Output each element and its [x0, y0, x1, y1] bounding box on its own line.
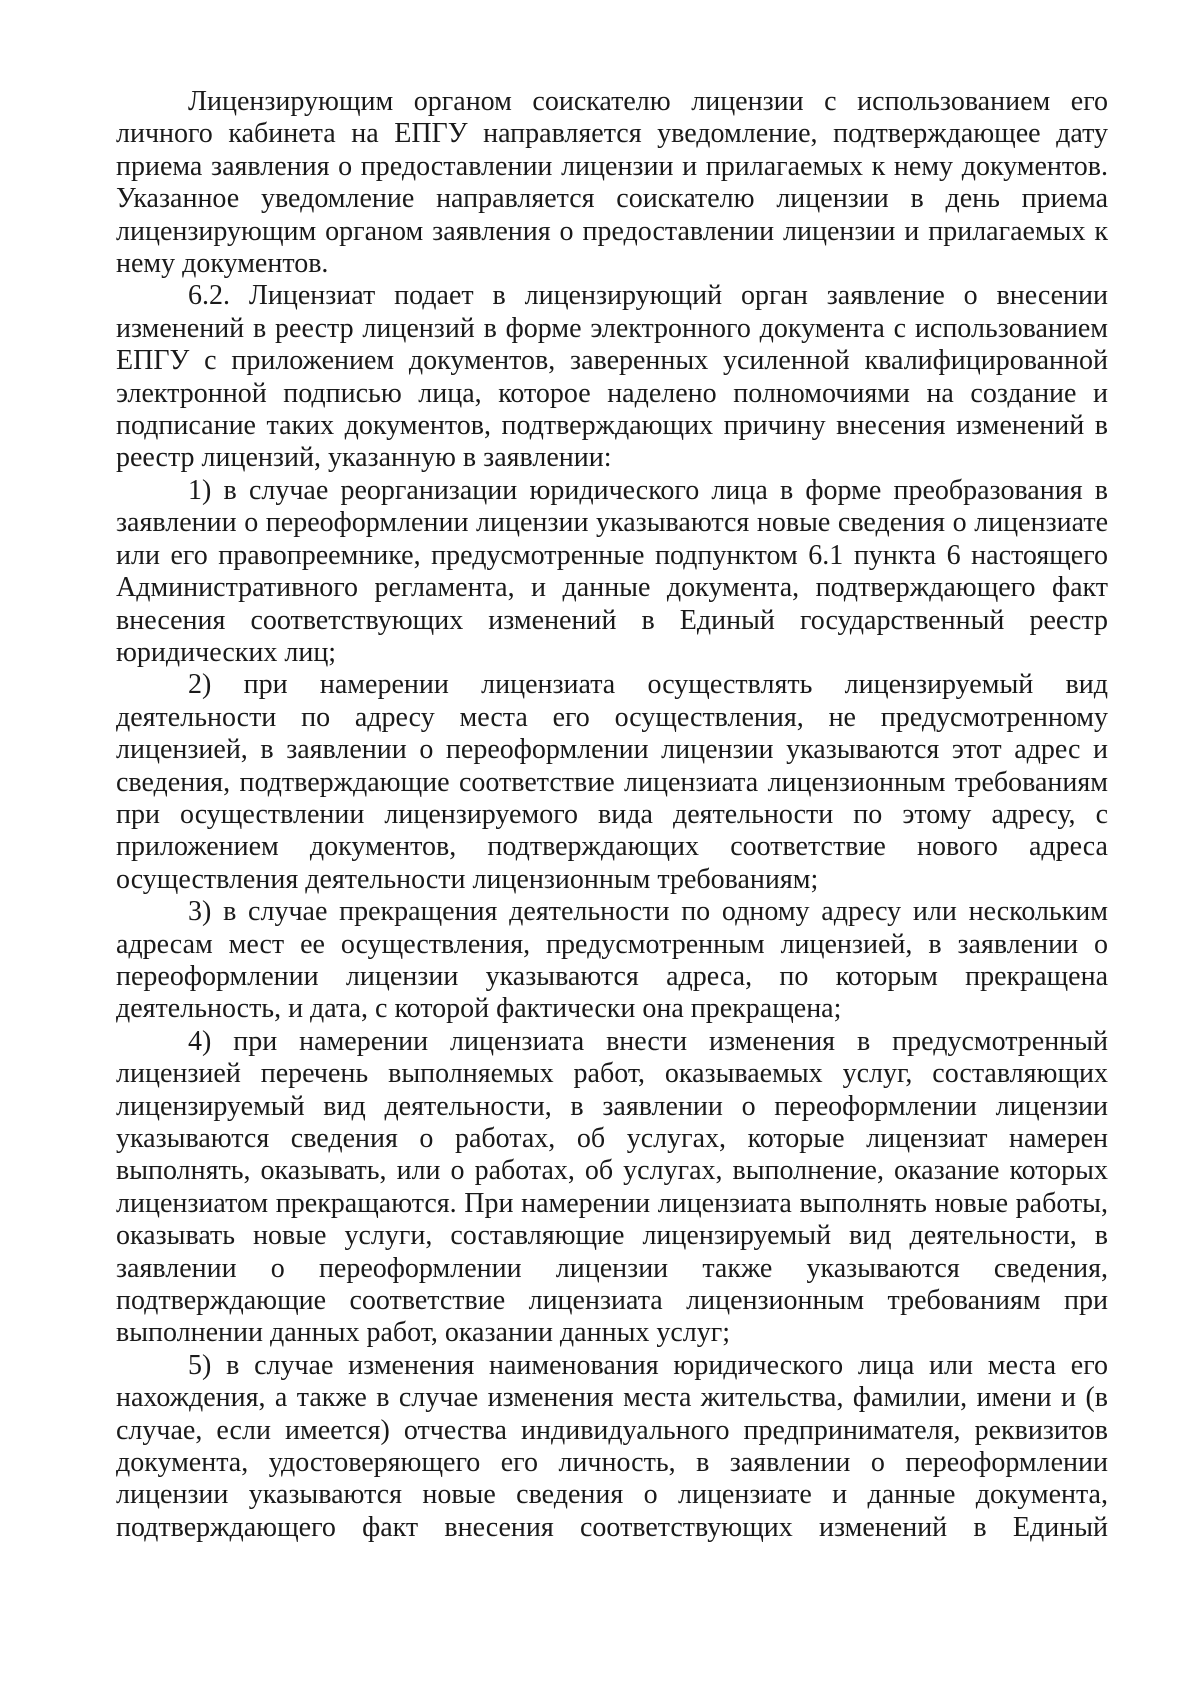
- paragraph-6-2: 6.2. Лицензиат подает в лицензирующий орган заявление о внесении изменений в реестр лицензий в форме электронного документа с использованием ЕПГУ с приложением документов, заверенных усиленной квалифицированной электронной подписью лица, которое наделено полномочиями на создание и подписание таких документов, подтверждающих причину внесения изменений в реестр лицензий, указанную в заявлении:: [116, 280, 1108, 474]
- paragraph-item-3: 3) в случае прекращения деятельности по одному адресу или нескольким адресам мест ее осуществления, предусмотренным лицензией, в заявлении о переоформлении лицензии указываются адреса, по которым прекращена деятельность, и дата, с которой фактически она прекращена;: [116, 896, 1108, 1025]
- paragraph-notification: Лицензирующим органом соискателю лицензии с использованием его личного кабинета на ЕПГУ направляется уведомление, подтверждающее дату приема заявления о предоставлении лицензии и прилагаемых к нему документов. Указанное уведомление направляется соискателю лицензии в день приема лицензирующим органом заявления о предоставлении лицензии и прилагаемых к нему документов.: [116, 86, 1108, 280]
- paragraph-item-4: 4) при намерении лицензиата внести изменения в предусмотренный лицензией перечень выполняемых работ, оказываемых услуг, составляющих лицензируемый вид деятельности, в заявлении о переоформлении лицензии указываются сведения о работах, об услугах, которые лицензиат намерен выполнять, оказывать, или о работах, об услугах, выполнение, оказание которых лицензиатом прекращаются. При намерении лицензиата выполнять новые работы, оказывать новые услуги, составляющие лицензируемый вид деятельности, в заявлении о переоформлении лицензии также указываются сведения, подтверждающие соответствие лицензиата лицензионным требованиям при выполнении данных работ, оказании данных услуг;: [116, 1025, 1108, 1349]
- paragraph-item-1: 1) в случае реорганизации юридического лица в форме преобразования в заявлении о переоформлении лицензии указываются новые сведения о лицензиате или его правопреемнике, предусмотренные подпунктом 6.1 пункта 6 настоящего Административного регламента, и данные документа, подтверждающего факт внесения соответствующих изменений в Единый государственный реестр юридических лиц;: [116, 474, 1108, 668]
- paragraph-item-2: 2) при намерении лицензиата осуществлять лицензируемый вид деятельности по адресу места его осуществления, не предусмотренному лицензией, в заявлении о переоформлении лицензии указываются этот адрес и сведения, подтверждающие соответствие лицензиата лицензионным требованиям при осуществлении лицензируемого вида деятельности по этому адресу, с приложением документов, подтверждающих соответствие нового адреса осуществления деятельности лицензионным требованиям;: [116, 669, 1108, 895]
- document-body: [116, 86, 1108, 1544]
- paragraph-item-5: 5) в случае изменения наименования юридического лица или места его нахождения, а также в случае изменения места жительства, фамилии, имени и (в случае, если имеется) отчества индивидуального предпринимателя, реквизитов документа, удостоверяющего его личность, в заявлении о переоформлении лицензии указываются новые сведения о лицензиате и данные документа, подтверждающего факт внесения соответствующих изменений в Единый: [116, 1349, 1108, 1543]
